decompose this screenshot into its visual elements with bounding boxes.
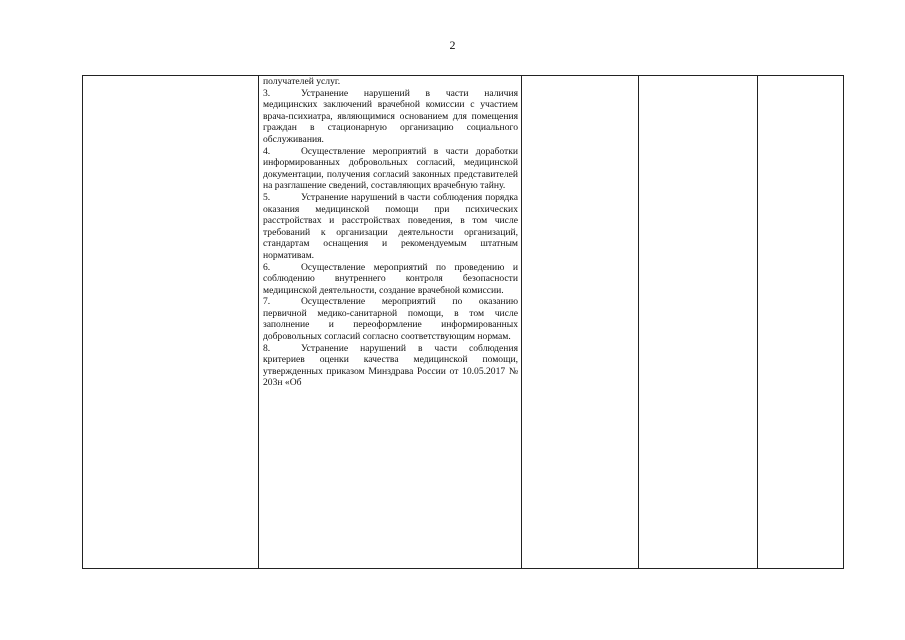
paragraph-number: 3. [263,87,271,99]
paragraph-text: Осуществление мероприятий по проведению и соблюдению внутреннего контроля безопасности медицинской деятельности, создание врачебной комиссии. [263,261,518,296]
table-cell-empty-4 [639,76,758,569]
paragraph-text: получателей услуг. [263,76,341,87]
plan-table [82,75,844,569]
paragraph-number: 8. [263,342,271,354]
paragraph-item-3 [263,88,518,146]
table-cell-empty-5 [758,76,844,569]
paragraph-text: Устранение нарушений в части соблюдения критериев оценки качества медицинской помощи, утвержденных приказом Минздрава России от 10.05.2017 № 203н «Об [263,342,518,389]
paragraph-continuation [263,76,518,88]
paragraph-number: 4. [263,145,271,157]
paragraph-number: 6. [263,261,271,273]
page-number: 2 [449,38,456,52]
paragraph-item-4 [263,146,518,192]
paragraph-item-5 [263,192,518,262]
paragraph-item-8 [263,343,518,389]
measures-text [259,76,521,389]
paragraph-text: Осуществление мероприятий в части доработки информированных добровольных согласий, медицинской документации, получения согласий законных представителей на разглашение сведений, составляющих врачебную тайну. [263,145,518,192]
paragraph-text: Осуществление мероприятий по оказанию первичной медико-санитарной помощи, в том числе заполнение и переоформление информированных добровольных согласий согласно соответствующим нормам. [263,296,518,343]
paragraph-text: Устранение нарушений в части наличия медицинских заключений врачебной комиссии с участием врача-психиатра, являющимися основанием для помещения граждан в стационарную организацию социального обслуживания. [263,87,518,145]
paragraph-item-7 [263,296,518,342]
paragraph-number: 7. [263,296,271,308]
paragraph-item-6 [263,262,518,297]
paragraph-number: 5. [263,191,271,203]
table-row [83,76,844,569]
measures-cell [259,76,522,569]
table-cell-empty-3 [522,76,639,569]
paragraph-text: Устранение нарушений в части соблюдения порядка оказания медицинской помощи при психических расстройствах и расстройствах поведения, в том числе требований к организации деятельности организаций, стандартам оснащения и рекомендуемым штатным нормативам. [263,191,518,261]
table-cell-empty-1 [83,76,259,569]
